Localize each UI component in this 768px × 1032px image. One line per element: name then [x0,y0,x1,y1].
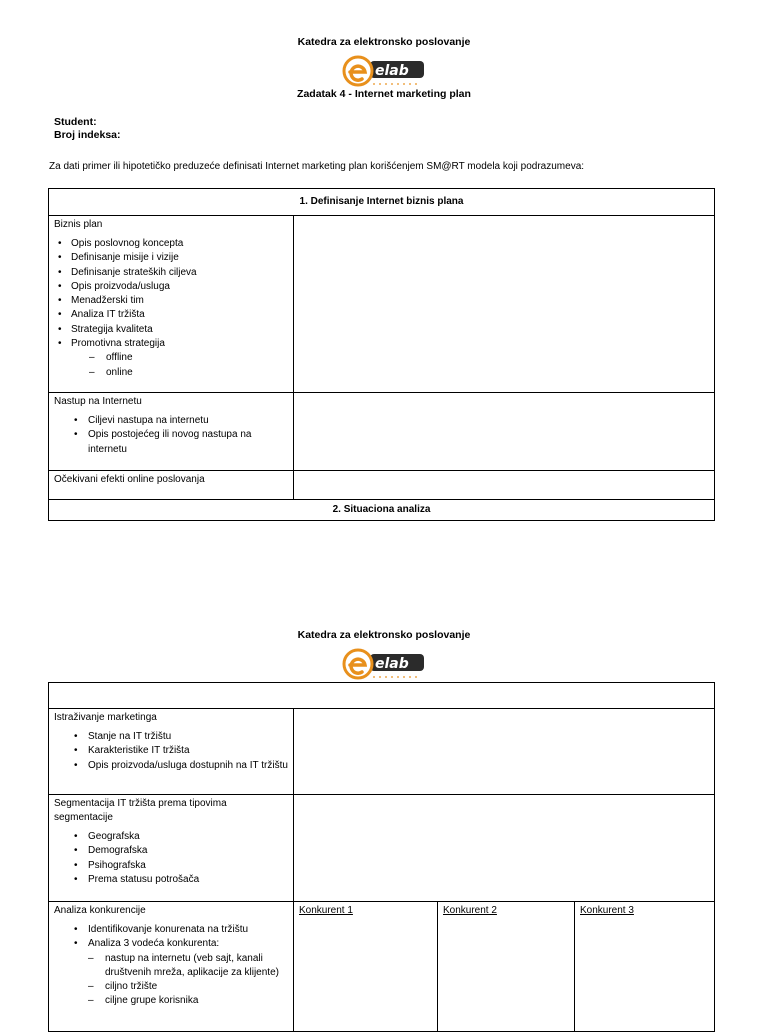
list-item-label: Analiza 3 vodeća konkurenta: [88,938,220,950]
list-item: • Demografska [88,844,288,858]
index-number-label: Broj indeksa: [54,129,121,141]
marketing-research-cell [49,709,294,795]
list-item: • Definisanje misije i vizije [71,251,288,265]
segmentation-list [54,830,288,887]
sub-list-item: – ciljno tržište [105,980,288,994]
department-header: Katedra za elektronsko poslovanje [297,36,471,48]
list-item: • Opis proizvoda/usluga [71,280,288,294]
section-1-title: 1. Definisanje Internet biznis plana [49,189,715,216]
department-header: Katedra za elektronsko poslovanje [297,629,471,641]
marketing-research-label: Istraživanje marketinga [54,712,157,723]
list-item: • Definisanje strateških ciljeva [71,266,288,280]
list-item: • Opis poslovnog koncepta [71,237,288,251]
list-item-label: Promotivna strategija [71,338,165,350]
assignment-title: Zadatak 4 - Internet marketing plan [297,88,471,100]
business-plan-list [54,237,288,380]
list-item: • Geografska [88,830,288,844]
sub-list-item: – nastup na internetu (veb sajt, kanali društvenih mreža, aplikacije za klijente) [105,952,288,981]
sub-list-item: – online [106,366,288,380]
segmentation-cell [49,795,294,902]
section-2-title: 2. Situaciona analiza [49,500,715,521]
list-item: • Opis proizvoda/usluga dostupnih na IT tržištu [88,759,288,773]
table-header-row [49,683,715,709]
list-item [88,937,288,1008]
segmentation-label: Segmentacija IT tržišta prema tipovima segmentacije [54,798,227,823]
list-item [71,337,288,380]
sub-list-item: – offline [106,351,288,365]
list-item: • Identifikovanje konurenata na tržištu [88,923,288,937]
list-item: • Analiza IT tržišta [71,308,288,322]
elab-logo [342,647,426,683]
logo-text: elab [375,63,409,79]
situational-analysis-table [48,682,715,1032]
competitor-1-label: Konkurent 1 [299,905,353,916]
business-plan-answer-cell[interactable] [294,216,715,393]
competition-analysis-list [54,923,288,1009]
business-plan-table [48,188,715,521]
list-item: • Opis postojećeg ili novog nastupa na internetu [88,428,288,457]
promotion-sublist [71,351,288,380]
internet-presence-answer-cell[interactable] [294,393,715,471]
list-item: • Psihografska [88,859,288,873]
internet-presence-label: Nastup na Internetu [54,396,142,407]
list-item: • Strategija kvaliteta [71,323,288,337]
competitor-2-cell[interactable] [438,902,575,1032]
competitor-3-label: Konkurent 3 [580,905,634,916]
competition-analysis-label: Analiza konkurencije [54,905,146,916]
competition-analysis-cell [49,902,294,1032]
elab-logo [342,54,426,90]
sub-list-item: – ciljne grupe korisnika [105,994,288,1008]
marketing-research-answer-cell[interactable] [294,709,715,795]
logo-text: elab [375,656,409,672]
document-page-2 [0,595,768,1024]
list-item: • Stanje na IT tržištu [88,730,288,744]
business-plan-label: Biznis plan [54,219,103,230]
competitor-1-cell[interactable] [294,902,438,1032]
list-item: • Ciljevi nastupa na internetu [88,414,288,428]
list-item: • Prema statusu potrošača [88,873,288,887]
intro-text: Za dati primer ili hipotetičko preduzeće definisati Internet marketing plan korišćenjem SM@RT modela koji podrazumeva: [49,161,585,172]
expected-effects-label: Očekivani efekti online poslovanja [49,471,294,500]
internet-presence-list [54,414,288,457]
competitor-3-cell[interactable] [575,902,715,1032]
segmentation-answer-cell[interactable] [294,795,715,902]
competitor-2-label: Konkurent 2 [443,905,497,916]
marketing-research-list [54,730,288,773]
list-item: • Karakteristike IT tržišta [88,744,288,758]
student-label: Student: [54,116,97,128]
internet-presence-cell [49,393,294,471]
expected-effects-answer-cell[interactable] [294,471,715,500]
competitor-criteria-sublist [88,952,288,1009]
business-plan-cell [49,216,294,393]
list-item: • Menadžerski tim [71,294,288,308]
